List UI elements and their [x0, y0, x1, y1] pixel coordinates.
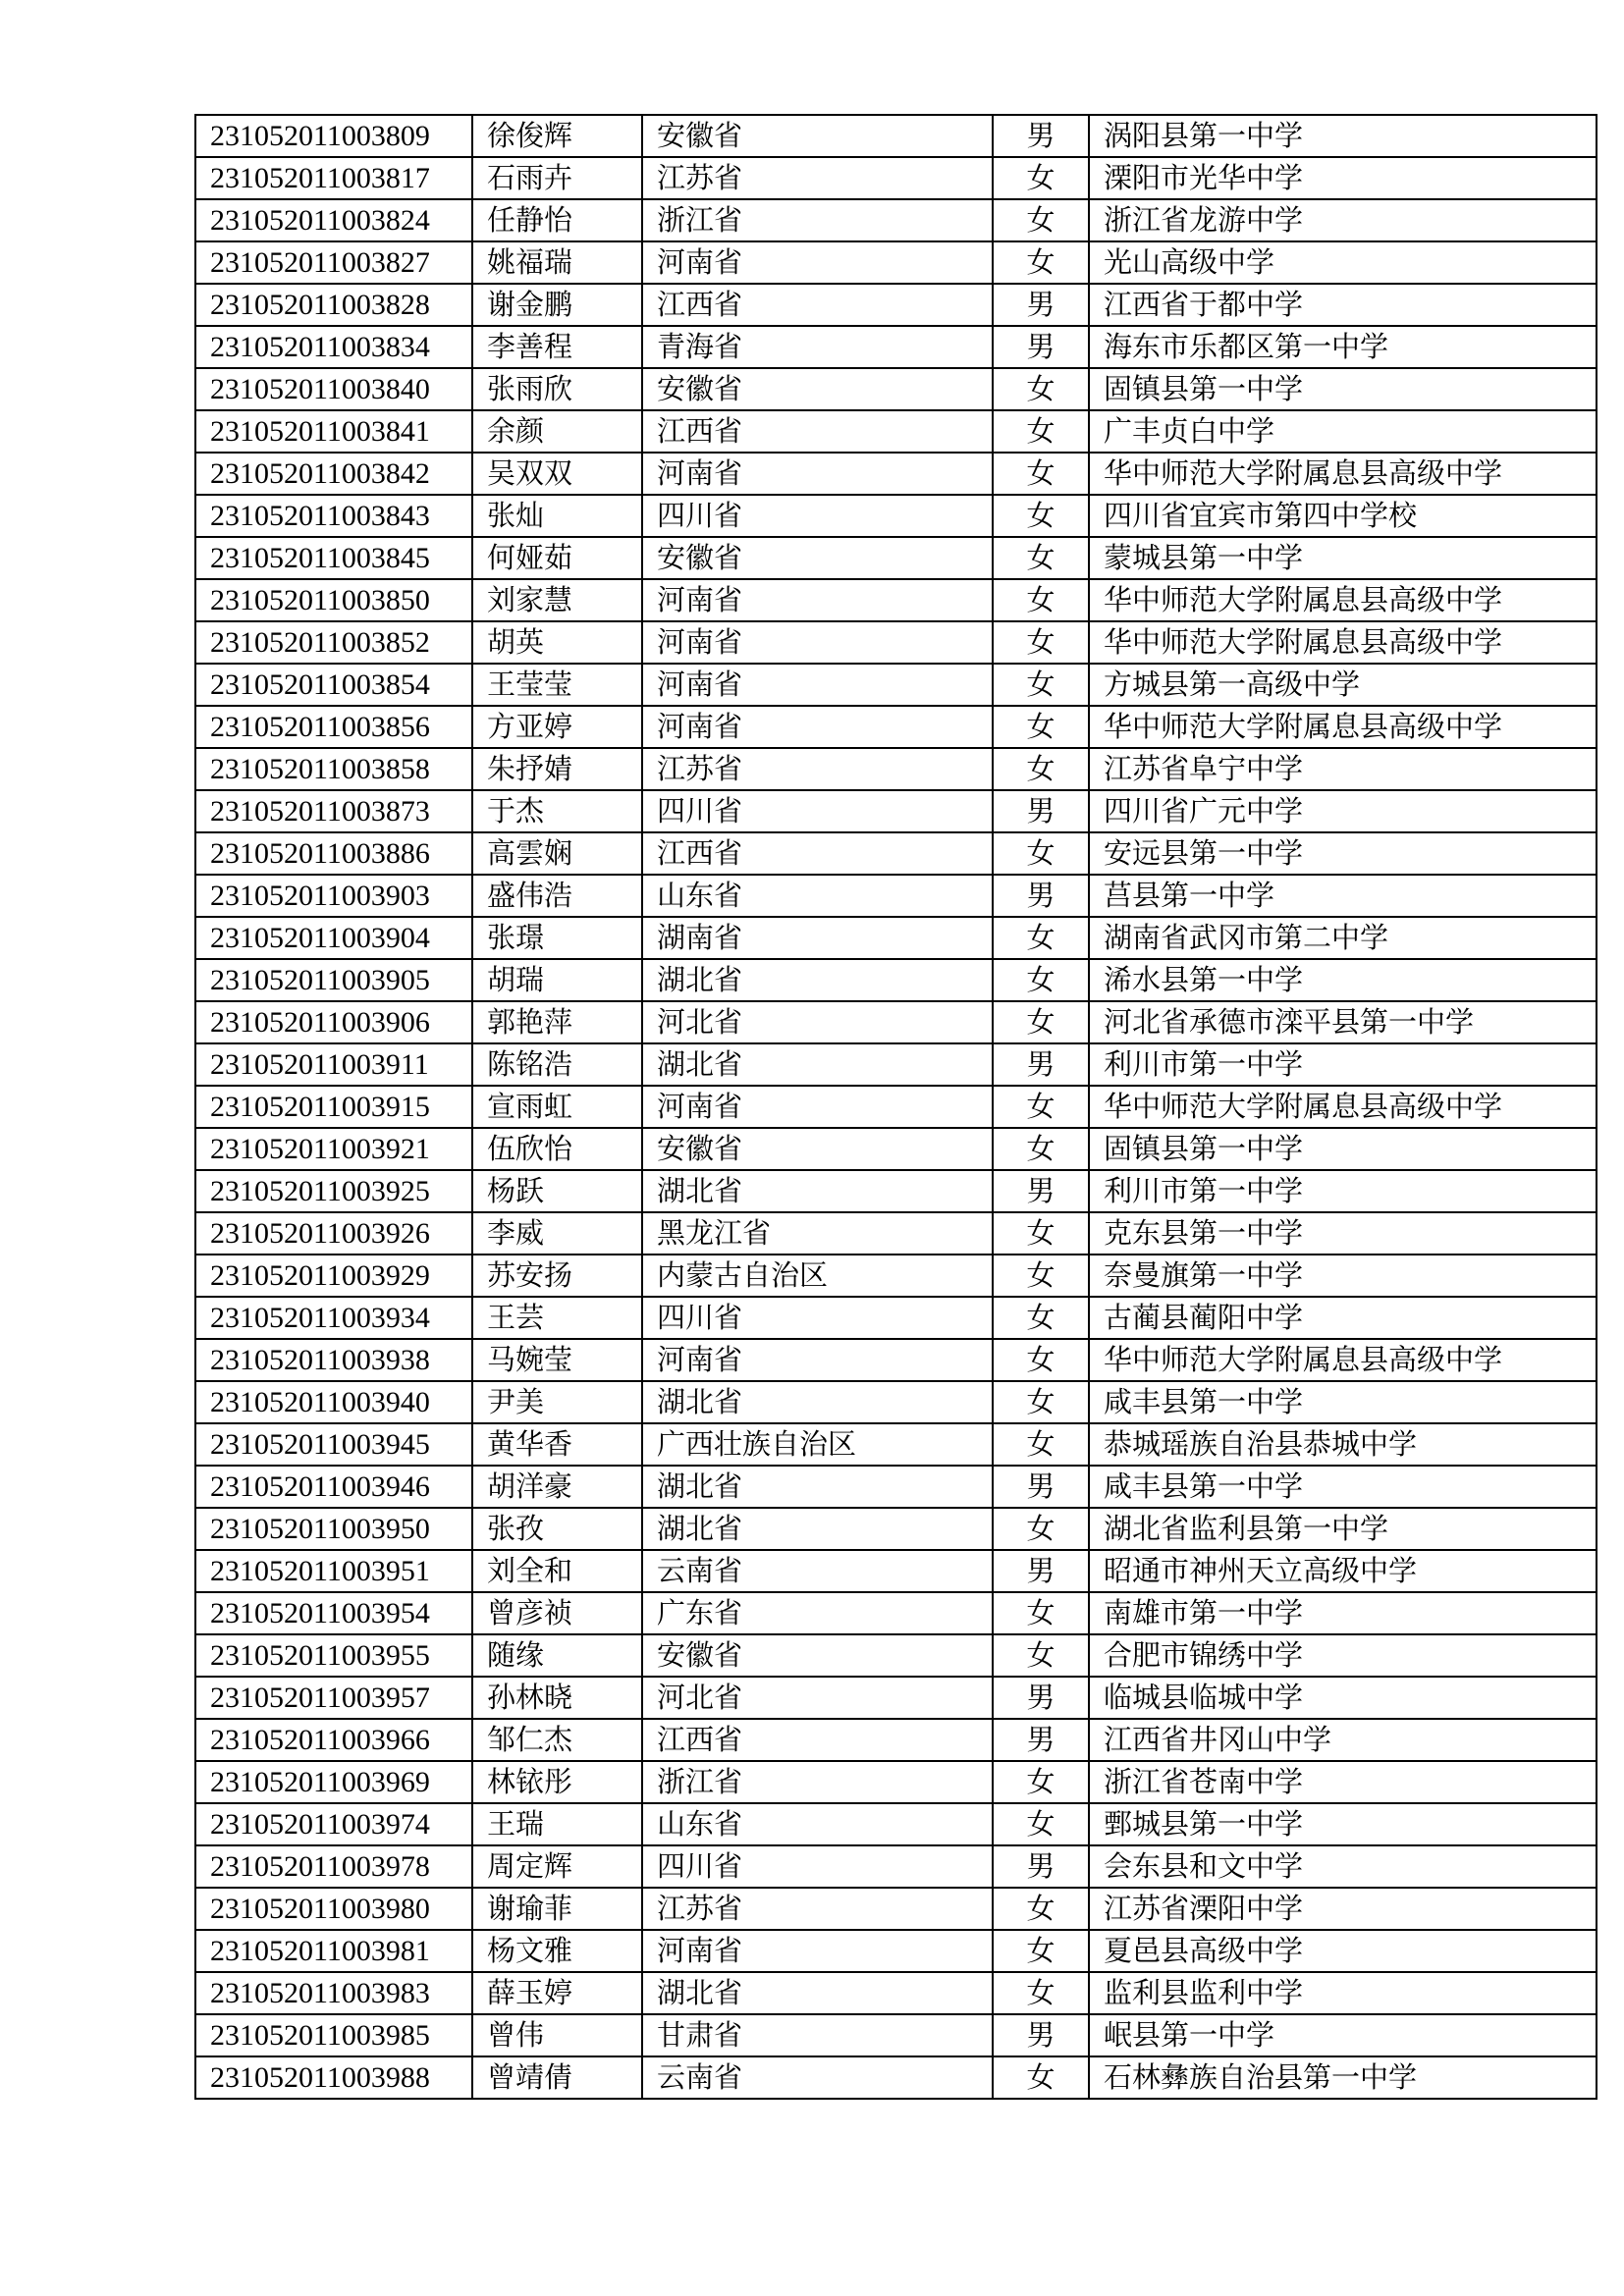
province-cell: 湖北省: [642, 1466, 993, 1508]
school-cell: 浙江省龙游中学: [1089, 199, 1597, 241]
gender-cell: 女: [993, 453, 1089, 495]
province-cell: 山东省: [642, 875, 993, 917]
province-cell: 江苏省: [642, 1888, 993, 1930]
student-name-cell: 杨文雅: [472, 1930, 642, 1972]
student-id-cell: 231052011003926: [195, 1212, 472, 1255]
province-cell: 河南省: [642, 579, 993, 621]
table-row: [195, 1297, 1597, 1339]
school-cell: 咸丰县第一中学: [1089, 1466, 1597, 1508]
table-row: [195, 241, 1597, 284]
school-cell: 河北省承德市滦平县第一中学: [1089, 1001, 1597, 1043]
province-cell: 湖北省: [642, 959, 993, 1001]
province-cell: 甘肃省: [642, 2014, 993, 2056]
table-row: [195, 326, 1597, 368]
gender-cell: 女: [993, 917, 1089, 959]
table-row: [195, 790, 1597, 832]
province-cell: 安徽省: [642, 1634, 993, 1677]
student-id-cell: 231052011003974: [195, 1803, 472, 1845]
table-row: [195, 748, 1597, 790]
province-cell: 湖北省: [642, 1972, 993, 2014]
student-name-cell: 王莹莹: [472, 664, 642, 706]
student-id-cell: 231052011003906: [195, 1001, 472, 1043]
table-row: [195, 664, 1597, 706]
gender-cell: 女: [993, 2056, 1089, 2099]
student-name-cell: 胡洋豪: [472, 1466, 642, 1508]
school-cell: 华中师范大学附属息县高级中学: [1089, 1086, 1597, 1128]
school-cell: 岷县第一中学: [1089, 2014, 1597, 2056]
school-cell: 四川省宜宾市第四中学校: [1089, 495, 1597, 537]
student-id-cell: 231052011003905: [195, 959, 472, 1001]
school-cell: 方城县第一高级中学: [1089, 664, 1597, 706]
student-id-cell: 231052011003940: [195, 1381, 472, 1423]
student-name-cell: 谢金鹏: [472, 284, 642, 326]
gender-cell: 女: [993, 1888, 1089, 1930]
table-row: [195, 706, 1597, 748]
province-cell: 安徽省: [642, 115, 993, 157]
student-id-cell: 231052011003929: [195, 1255, 472, 1297]
student-name-cell: 石雨卉: [472, 157, 642, 199]
gender-cell: 女: [993, 621, 1089, 664]
gender-cell: 男: [993, 326, 1089, 368]
school-cell: 江苏省阜宁中学: [1089, 748, 1597, 790]
table-row: [195, 579, 1597, 621]
gender-cell: 女: [993, 1339, 1089, 1381]
gender-cell: 女: [993, 1255, 1089, 1297]
school-cell: 咸丰县第一中学: [1089, 1381, 1597, 1423]
gender-cell: 女: [993, 157, 1089, 199]
gender-cell: 女: [993, 1972, 1089, 2014]
student-id-cell: 231052011003809: [195, 115, 472, 157]
table-row: [195, 1508, 1597, 1550]
student-id-cell: 231052011003978: [195, 1845, 472, 1888]
school-cell: 合肥市锦绣中学: [1089, 1634, 1597, 1677]
table-row: [195, 621, 1597, 664]
gender-cell: 女: [993, 368, 1089, 410]
school-cell: 江苏省溧阳中学: [1089, 1888, 1597, 1930]
province-cell: 河南省: [642, 1339, 993, 1381]
school-cell: 利川市第一中学: [1089, 1170, 1597, 1212]
school-cell: 华中师范大学附属息县高级中学: [1089, 621, 1597, 664]
school-cell: 固镇县第一中学: [1089, 1128, 1597, 1170]
student-name-cell: 余颜: [472, 410, 642, 453]
table-row: [195, 453, 1597, 495]
gender-cell: 女: [993, 410, 1089, 453]
province-cell: 河北省: [642, 1001, 993, 1043]
school-cell: 四川省广元中学: [1089, 790, 1597, 832]
province-cell: 广东省: [642, 1592, 993, 1634]
province-cell: 四川省: [642, 495, 993, 537]
province-cell: 云南省: [642, 1550, 993, 1592]
student-table-body: [195, 115, 1597, 2099]
gender-cell: 女: [993, 495, 1089, 537]
student-name-cell: 张孜: [472, 1508, 642, 1550]
table-row: [195, 917, 1597, 959]
student-name-cell: 刘全和: [472, 1550, 642, 1592]
gender-cell: 男: [993, 1043, 1089, 1086]
gender-cell: 女: [993, 1803, 1089, 1845]
school-cell: 浙江省苍南中学: [1089, 1761, 1597, 1803]
table-row: [195, 1930, 1597, 1972]
student-name-cell: 姚福瑞: [472, 241, 642, 284]
student-id-cell: 231052011003904: [195, 917, 472, 959]
table-row: [195, 2056, 1597, 2099]
school-cell: 恭城瑶族自治县恭城中学: [1089, 1423, 1597, 1466]
gender-cell: 男: [993, 284, 1089, 326]
student-id-cell: 231052011003985: [195, 2014, 472, 2056]
gender-cell: 女: [993, 1592, 1089, 1634]
table-row: [195, 410, 1597, 453]
province-cell: 江西省: [642, 410, 993, 453]
student-name-cell: 吴双双: [472, 453, 642, 495]
province-cell: 云南省: [642, 2056, 993, 2099]
table-row: [195, 1803, 1597, 1845]
student-id-cell: 231052011003856: [195, 706, 472, 748]
student-id-cell: 231052011003817: [195, 157, 472, 199]
gender-cell: 男: [993, 115, 1089, 157]
student-id-cell: 231052011003988: [195, 2056, 472, 2099]
province-cell: 安徽省: [642, 1128, 993, 1170]
student-id-cell: 231052011003845: [195, 537, 472, 579]
student-name-cell: 李善程: [472, 326, 642, 368]
table-row: [195, 1423, 1597, 1466]
school-cell: 夏邑县高级中学: [1089, 1930, 1597, 1972]
province-cell: 青海省: [642, 326, 993, 368]
student-id-cell: 231052011003955: [195, 1634, 472, 1677]
table-row: [195, 368, 1597, 410]
student-id-cell: 231052011003843: [195, 495, 472, 537]
student-name-cell: 曾伟: [472, 2014, 642, 2056]
school-cell: 利川市第一中学: [1089, 1043, 1597, 1086]
student-name-cell: 李威: [472, 1212, 642, 1255]
student-id-cell: 231052011003903: [195, 875, 472, 917]
gender-cell: 男: [993, 1170, 1089, 1212]
student-name-cell: 陈铭浩: [472, 1043, 642, 1086]
student-id-cell: 231052011003938: [195, 1339, 472, 1381]
student-name-cell: 高雲娴: [472, 832, 642, 875]
student-name-cell: 黄华香: [472, 1423, 642, 1466]
gender-cell: 女: [993, 832, 1089, 875]
gender-cell: 女: [993, 1128, 1089, 1170]
school-cell: 奈曼旗第一中学: [1089, 1255, 1597, 1297]
school-cell: 江西省于都中学: [1089, 284, 1597, 326]
school-cell: 江西省井冈山中学: [1089, 1719, 1597, 1761]
school-cell: 溧阳市光华中学: [1089, 157, 1597, 199]
student-name-cell: 郭艳萍: [472, 1001, 642, 1043]
table-row: [195, 832, 1597, 875]
student-id-cell: 231052011003852: [195, 621, 472, 664]
gender-cell: 女: [993, 959, 1089, 1001]
table-row: [195, 1339, 1597, 1381]
student-name-cell: 邹仁杰: [472, 1719, 642, 1761]
gender-cell: 女: [993, 579, 1089, 621]
table-row: [195, 495, 1597, 537]
school-cell: 湖南省武冈市第二中学: [1089, 917, 1597, 959]
gender-cell: 男: [993, 1845, 1089, 1888]
student-id-cell: 231052011003858: [195, 748, 472, 790]
student-name-cell: 胡瑞: [472, 959, 642, 1001]
student-id-cell: 231052011003950: [195, 1508, 472, 1550]
province-cell: 广西壮族自治区: [642, 1423, 993, 1466]
province-cell: 安徽省: [642, 537, 993, 579]
school-cell: 华中师范大学附属息县高级中学: [1089, 579, 1597, 621]
gender-cell: 男: [993, 1719, 1089, 1761]
table-row: [195, 284, 1597, 326]
student-id-cell: 231052011003824: [195, 199, 472, 241]
student-name-cell: 胡英: [472, 621, 642, 664]
school-cell: 克东县第一中学: [1089, 1212, 1597, 1255]
student-name-cell: 盛伟浩: [472, 875, 642, 917]
student-id-cell: 231052011003934: [195, 1297, 472, 1339]
school-cell: 华中师范大学附属息县高级中学: [1089, 453, 1597, 495]
school-cell: 监利县监利中学: [1089, 1972, 1597, 2014]
province-cell: 江苏省: [642, 157, 993, 199]
student-id-cell: 231052011003957: [195, 1677, 472, 1719]
table-row: [195, 157, 1597, 199]
school-cell: 安远县第一中学: [1089, 832, 1597, 875]
student-name-cell: 王芸: [472, 1297, 642, 1339]
province-cell: 湖北省: [642, 1170, 993, 1212]
province-cell: 河南省: [642, 241, 993, 284]
table-row: [195, 1212, 1597, 1255]
gender-cell: 女: [993, 1297, 1089, 1339]
student-id-cell: 231052011003834: [195, 326, 472, 368]
table-row: [195, 1043, 1597, 1086]
school-cell: 莒县第一中学: [1089, 875, 1597, 917]
student-id-cell: 231052011003946: [195, 1466, 472, 1508]
gender-cell: 女: [993, 537, 1089, 579]
province-cell: 江西省: [642, 284, 993, 326]
student-name-cell: 何娅茹: [472, 537, 642, 579]
student-id-cell: 231052011003911: [195, 1043, 472, 1086]
student-name-cell: 宣雨虹: [472, 1086, 642, 1128]
table-row: [195, 199, 1597, 241]
school-cell: 昭通市神州天立高级中学: [1089, 1550, 1597, 1592]
province-cell: 河北省: [642, 1677, 993, 1719]
table-row: [195, 1086, 1597, 1128]
student-id-cell: 231052011003921: [195, 1128, 472, 1170]
student-name-cell: 方亚婷: [472, 706, 642, 748]
gender-cell: 男: [993, 790, 1089, 832]
province-cell: 四川省: [642, 1297, 993, 1339]
student-id-cell: 231052011003945: [195, 1423, 472, 1466]
student-name-cell: 曾靖倩: [472, 2056, 642, 2099]
student-name-cell: 徐俊辉: [472, 115, 642, 157]
school-cell: 石林彝族自治县第一中学: [1089, 2056, 1597, 2099]
gender-cell: 女: [993, 241, 1089, 284]
student-id-cell: 231052011003886: [195, 832, 472, 875]
province-cell: 四川省: [642, 790, 993, 832]
student-id-cell: 231052011003966: [195, 1719, 472, 1761]
table-row: [195, 1170, 1597, 1212]
student-id-cell: 231052011003850: [195, 579, 472, 621]
student-name-cell: 刘家慧: [472, 579, 642, 621]
table-row: [195, 1761, 1597, 1803]
student-name-cell: 杨跃: [472, 1170, 642, 1212]
school-cell: 湖北省监利县第一中学: [1089, 1508, 1597, 1550]
student-id-cell: 231052011003925: [195, 1170, 472, 1212]
province-cell: 江苏省: [642, 748, 993, 790]
student-name-cell: 张灿: [472, 495, 642, 537]
table-row: [195, 1550, 1597, 1592]
province-cell: 黑龙江省: [642, 1212, 993, 1255]
school-cell: 光山高级中学: [1089, 241, 1597, 284]
student-name-cell: 曾彦祯: [472, 1592, 642, 1634]
province-cell: 江西省: [642, 1719, 993, 1761]
table-row: [195, 1719, 1597, 1761]
student-name-cell: 于杰: [472, 790, 642, 832]
gender-cell: 女: [993, 1930, 1089, 1972]
province-cell: 河南省: [642, 706, 993, 748]
gender-cell: 男: [993, 1677, 1089, 1719]
student-name-cell: 尹美: [472, 1381, 642, 1423]
student-name-cell: 马婉莹: [472, 1339, 642, 1381]
province-cell: 安徽省: [642, 368, 993, 410]
province-cell: 河南省: [642, 664, 993, 706]
province-cell: 四川省: [642, 1845, 993, 1888]
student-name-cell: 林铱彤: [472, 1761, 642, 1803]
table-row: [195, 1972, 1597, 2014]
gender-cell: 女: [993, 1634, 1089, 1677]
student-name-cell: 薛玉婷: [472, 1972, 642, 2014]
table-row: [195, 537, 1597, 579]
table-row: [195, 1592, 1597, 1634]
gender-cell: 女: [993, 1001, 1089, 1043]
province-cell: 湖北省: [642, 1508, 993, 1550]
student-id-cell: 231052011003969: [195, 1761, 472, 1803]
gender-cell: 女: [993, 748, 1089, 790]
school-cell: 广丰贞白中学: [1089, 410, 1597, 453]
student-id-cell: 231052011003981: [195, 1930, 472, 1972]
province-cell: 内蒙古自治区: [642, 1255, 993, 1297]
gender-cell: 女: [993, 1381, 1089, 1423]
student-name-cell: 张雨欣: [472, 368, 642, 410]
table-row: [195, 1634, 1597, 1677]
table-row: [195, 115, 1597, 157]
gender-cell: 女: [993, 1508, 1089, 1550]
gender-cell: 男: [993, 2014, 1089, 2056]
province-cell: 河南省: [642, 621, 993, 664]
student-id-cell: 231052011003827: [195, 241, 472, 284]
student-name-cell: 随缘: [472, 1634, 642, 1677]
gender-cell: 女: [993, 1086, 1089, 1128]
province-cell: 江西省: [642, 832, 993, 875]
gender-cell: 女: [993, 664, 1089, 706]
student-name-cell: 谢瑜菲: [472, 1888, 642, 1930]
province-cell: 湖北省: [642, 1043, 993, 1086]
student-name-cell: 伍欣怡: [472, 1128, 642, 1170]
student-table: [194, 114, 1597, 2100]
student-id-cell: 231052011003915: [195, 1086, 472, 1128]
student-name-cell: 朱抒婧: [472, 748, 642, 790]
student-name-cell: 孙林晓: [472, 1677, 642, 1719]
school-cell: 华中师范大学附属息县高级中学: [1089, 1339, 1597, 1381]
gender-cell: 男: [993, 1550, 1089, 1592]
school-cell: 南雄市第一中学: [1089, 1592, 1597, 1634]
gender-cell: 女: [993, 706, 1089, 748]
table-row: [195, 1677, 1597, 1719]
table-row: [195, 1255, 1597, 1297]
table-row: [195, 2014, 1597, 2056]
school-cell: 海东市乐都区第一中学: [1089, 326, 1597, 368]
table-row: [195, 1845, 1597, 1888]
school-cell: 华中师范大学附属息县高级中学: [1089, 706, 1597, 748]
student-id-cell: 231052011003828: [195, 284, 472, 326]
student-id-cell: 231052011003854: [195, 664, 472, 706]
school-cell: 鄄城县第一中学: [1089, 1803, 1597, 1845]
province-cell: 河南省: [642, 1086, 993, 1128]
table-row: [195, 1888, 1597, 1930]
school-cell: 蒙城县第一中学: [1089, 537, 1597, 579]
gender-cell: 男: [993, 875, 1089, 917]
table-row: [195, 1001, 1597, 1043]
student-id-cell: 231052011003842: [195, 453, 472, 495]
student-id-cell: 231052011003980: [195, 1888, 472, 1930]
student-name-cell: 张璟: [472, 917, 642, 959]
student-id-cell: 231052011003951: [195, 1550, 472, 1592]
student-id-cell: 231052011003841: [195, 410, 472, 453]
province-cell: 浙江省: [642, 1761, 993, 1803]
table-row: [195, 1466, 1597, 1508]
student-name-cell: 周定辉: [472, 1845, 642, 1888]
school-cell: 临城县临城中学: [1089, 1677, 1597, 1719]
student-id-cell: 231052011003840: [195, 368, 472, 410]
table-row: [195, 959, 1597, 1001]
gender-cell: 女: [993, 199, 1089, 241]
gender-cell: 男: [993, 1466, 1089, 1508]
table-row: [195, 1128, 1597, 1170]
school-cell: 固镇县第一中学: [1089, 368, 1597, 410]
student-id-cell: 231052011003983: [195, 1972, 472, 2014]
province-cell: 山东省: [642, 1803, 993, 1845]
province-cell: 浙江省: [642, 199, 993, 241]
school-cell: 古蔺县蔺阳中学: [1089, 1297, 1597, 1339]
province-cell: 湖南省: [642, 917, 993, 959]
school-cell: 会东县和文中学: [1089, 1845, 1597, 1888]
table-row: [195, 875, 1597, 917]
gender-cell: 女: [993, 1212, 1089, 1255]
student-name-cell: 苏安扬: [472, 1255, 642, 1297]
school-cell: 涡阳县第一中学: [1089, 115, 1597, 157]
gender-cell: 女: [993, 1761, 1089, 1803]
table-row: [195, 1381, 1597, 1423]
student-id-cell: 231052011003954: [195, 1592, 472, 1634]
gender-cell: 女: [993, 1423, 1089, 1466]
province-cell: 湖北省: [642, 1381, 993, 1423]
student-name-cell: 王瑞: [472, 1803, 642, 1845]
student-id-cell: 231052011003873: [195, 790, 472, 832]
school-cell: 浠水县第一中学: [1089, 959, 1597, 1001]
student-name-cell: 任静怡: [472, 199, 642, 241]
province-cell: 河南省: [642, 453, 993, 495]
province-cell: 河南省: [642, 1930, 993, 1972]
